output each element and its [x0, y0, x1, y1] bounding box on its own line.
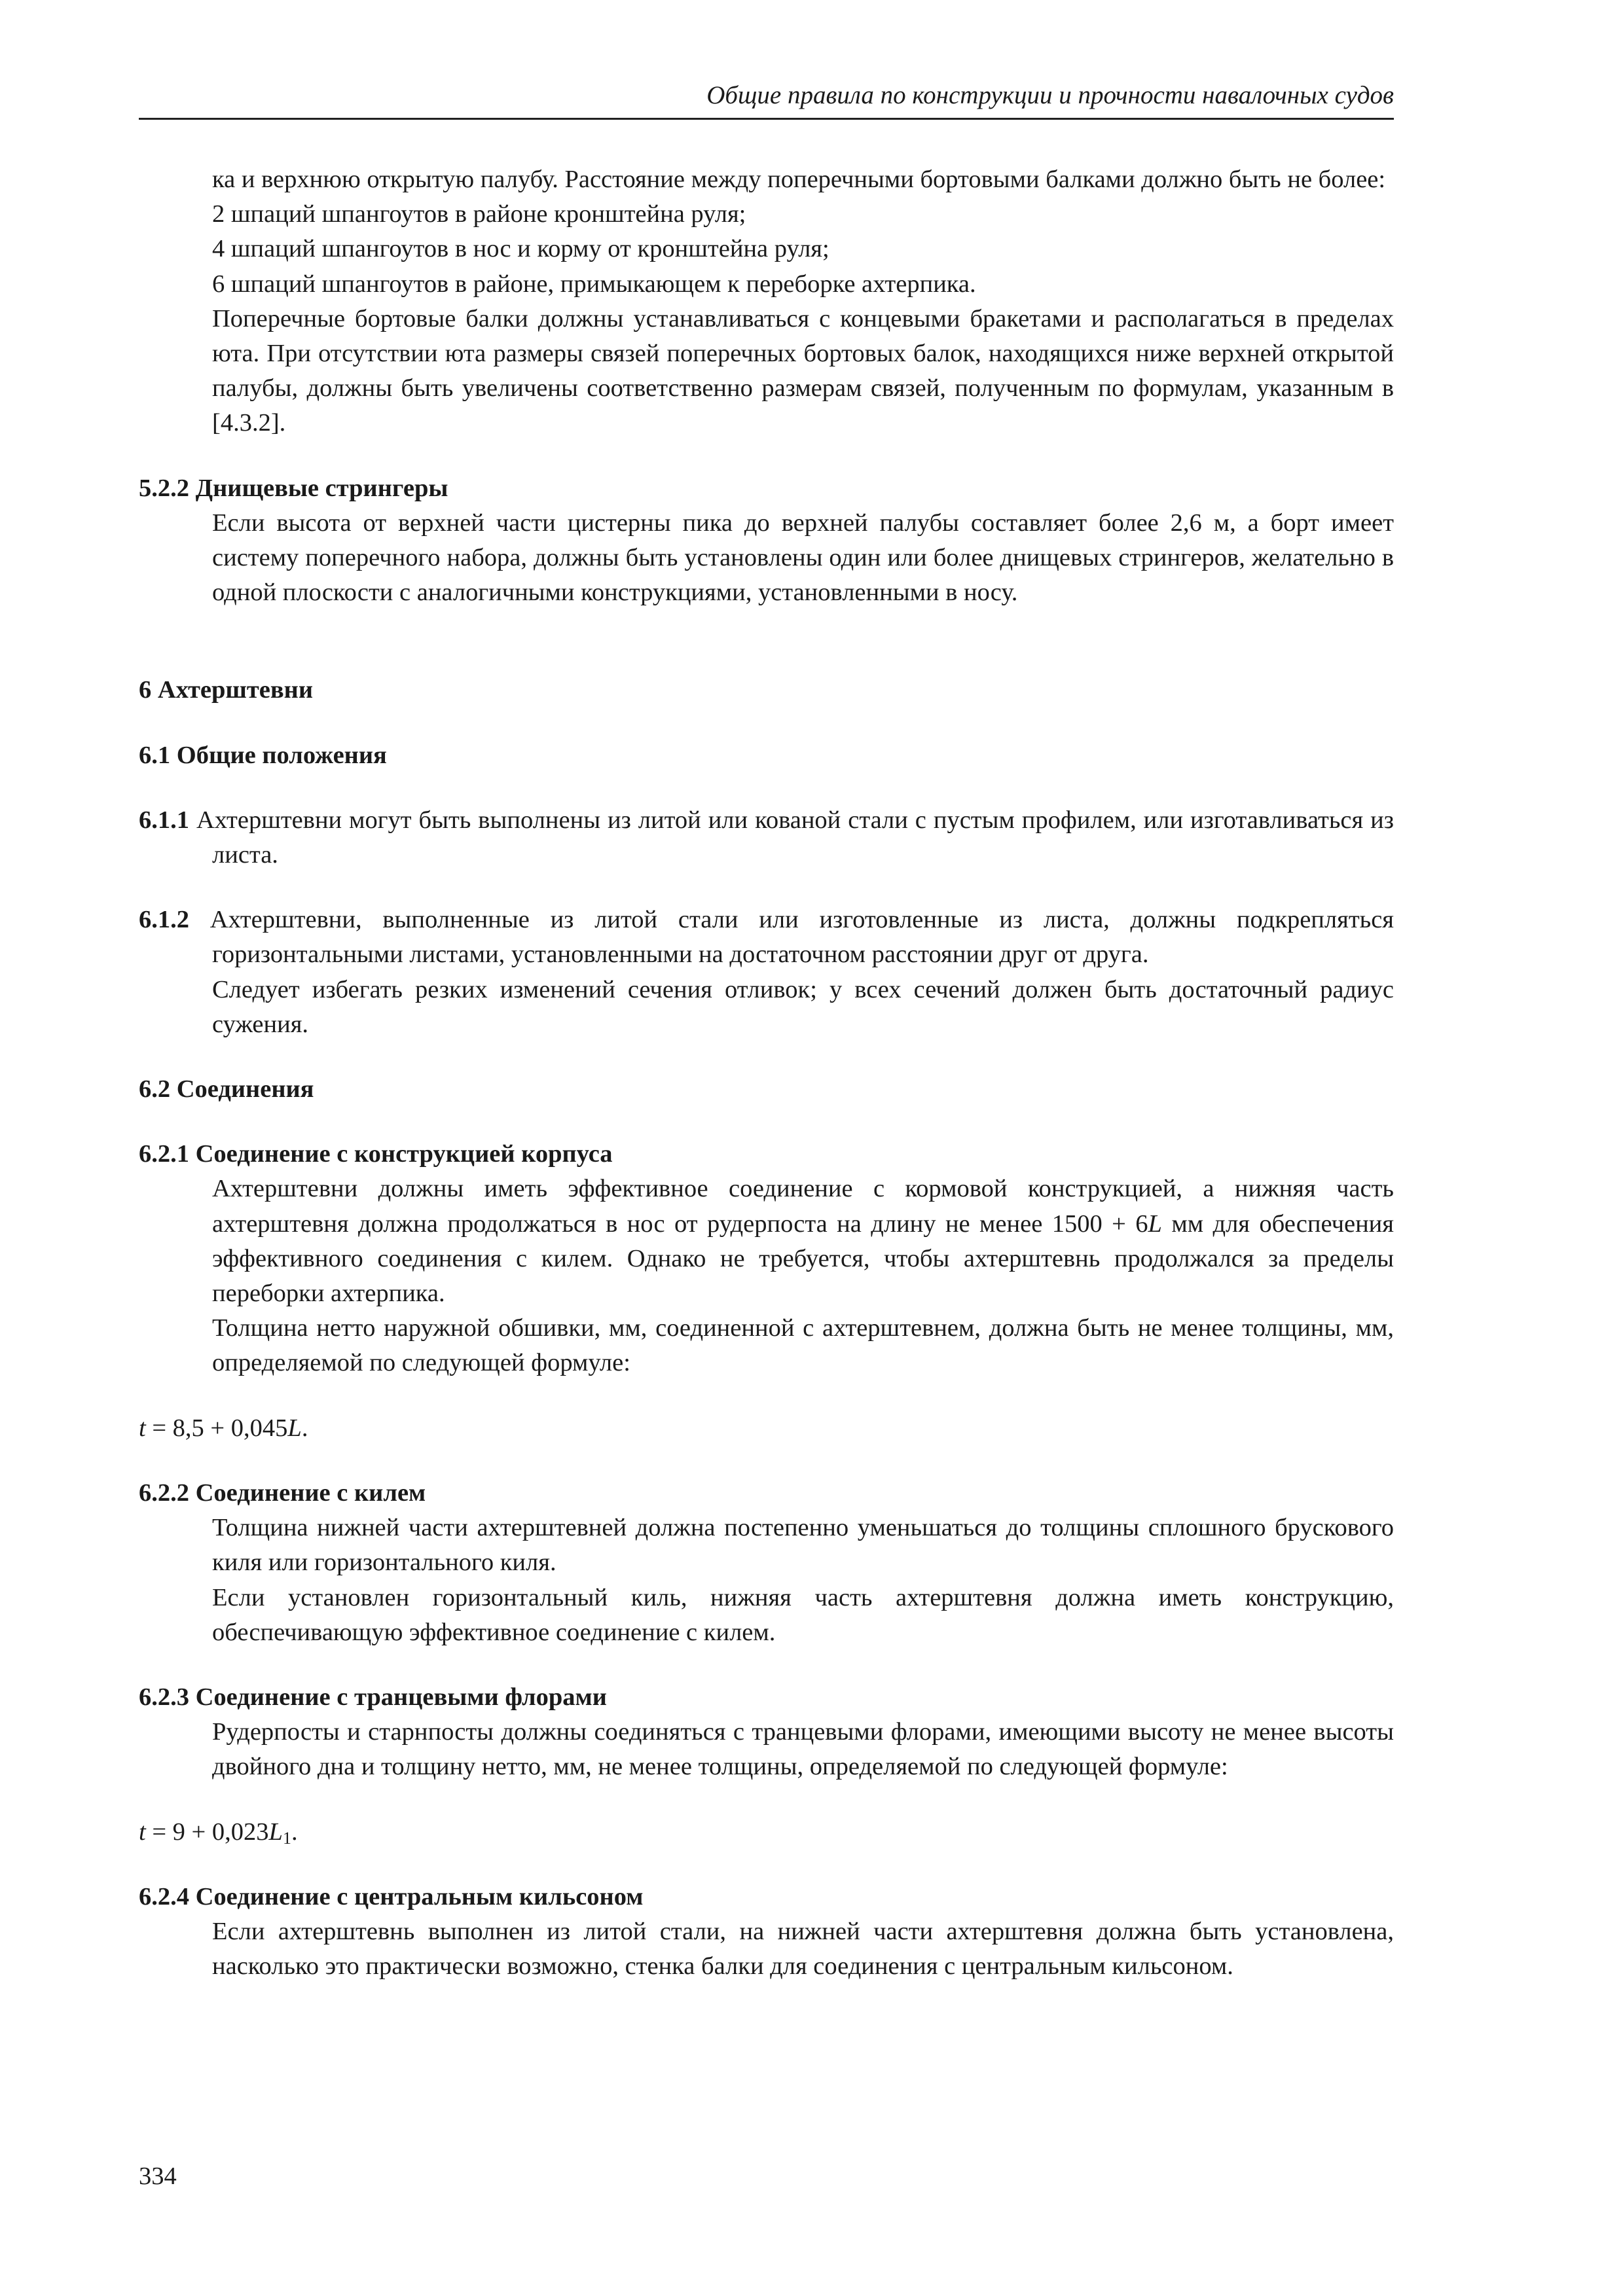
running-title: Общие правила по конструкции и прочности навалочных судов: [706, 81, 1394, 109]
formula-hull-plating: t = 8,5 + 0,045L.: [139, 1414, 308, 1442]
section-heading-6-2-1: 6.2.1 Соединение с конструкцией корпуса: [139, 1140, 613, 1168]
section-heading-6-2-2: 6.2.2 Соединение с килем: [139, 1479, 426, 1507]
clause-number: 6.1.2: [139, 906, 189, 934]
section-heading-6-2: 6.2 Соединения: [139, 1075, 314, 1103]
page-number: 334: [139, 2162, 177, 2190]
section-text: Толщина нижней части ахтерштевней должна постепенно уменьшаться до толщины сплошного брускового киля или горизонтального киля.: [212, 1514, 1394, 1577]
variable-L: L: [1148, 1210, 1162, 1238]
section-heading-6-1: 6.1 Общие положения: [139, 741, 387, 769]
section-heading-5-2-2: 5.2.2 Днищевые стрингеры: [139, 474, 448, 502]
section-heading-6-2-3: 6.2.3 Соединение с транцевыми флорами: [139, 1683, 607, 1711]
clause-text-continued: Следует избегать резких изменений сечения отливок; у всех сечений должен быть достаточный радиус сужения.: [212, 975, 1394, 1038]
running-header: [139, 71, 1394, 120]
clause-text: Ахтерштевни, выполненные из литой стали или изготовленные из листа, должны подкрепляться горизонтальными листами, установленными на достаточном расстоянии друг от друга.: [189, 906, 1394, 969]
formula-transom-floor: $t = 9 + 0,023L_1$.: [139, 1818, 298, 1848]
clause-text: Ахтерштевни могут быть выполнены из литой или кованой стали с пустым профилем, или изготавливаться из листа.: [189, 806, 1394, 869]
page-body: [139, 162, 1394, 1984]
continued-paragraph: [139, 162, 1394, 441]
clause-6-1-2: [139, 903, 1394, 972]
section-text: Ахтерштевни должны иметь эффективное соединение с кормовой конструкцией, а нижняя часть ахтерштевня должна продолжаться в нос от рудерпоста на длину не менее 1500 + 6L мм для обеспечения эффективного соединения с килем. Однако не требуется, чтобы ахтерштевнь продолжался за пределы переборки ахтерпика.: [212, 1175, 1394, 1308]
section-text: Толщина нетто наружной обшивки, мм, соединенной с ахтерштевнем, должна быть не менее толщины, мм, определяемой по следующей формуле:: [212, 1314, 1394, 1377]
clause-number: 6.1.1: [139, 806, 189, 834]
clause-6-1-1: [139, 803, 1394, 872]
section-text: Если установлен горизонтальный киль, нижняя часть ахтерштевня должна иметь конструкцию, обеспечивающую эффективное соединение с килем.: [212, 1583, 1394, 1646]
chapter-heading-6: 6 Ахтерштевни: [139, 676, 314, 704]
section-text: Если высота от верхней части цистерны пика до верхней палубы составляет более 2,6 м, а борт имеет систему поперечного набора, должны быть установлены один или более днищевых стрингеров, желательно в одной плоскости с аналогичными конструкциями, установленными в носу.: [212, 509, 1394, 607]
section-text: Если ахтерштевнь выполнен из литой стали, на нижней части ахтерштевня должна быть установлена, насколько это практически возможно, стенка балки для соединения с центральным кильсоном.: [212, 1917, 1394, 1981]
section-heading-6-2-4: 6.2.4 Соединение с центральным кильсоном: [139, 1882, 644, 1910]
section-text: Рудерпосты и старнпосты должны соединяться с транцевыми флорами, имеющими высоту не менее высоты двойного дна и толщину нетто, мм, не менее толщины, определяемой по следующей формуле:: [212, 1718, 1394, 1781]
paragraph-line: Поперечные бортовые балки должны устанавливаться с концевыми бракетами и располагаться в пределах юта. При отсутствии юта размеры связей поперечных бортовых балок, находящихся ниже верхней открытой палубы, должны быть увеличены соответственно размерам связей, полученным по формулам, указанным в [4.3.2].: [212, 304, 1394, 437]
paragraph-line: 2 шпаций шпангоутов в районе кронштейна руля;: [212, 200, 746, 228]
paragraph-line: ка и верхнюю открытую палубу. Расстояние между поперечными бортовыми балками должно быть не более:: [212, 166, 1386, 193]
paragraph-line: 6 шпаций шпангоутов в районе, примыкающем к переборке ахтерпика.: [212, 270, 976, 298]
paragraph-line: 4 шпаций шпангоутов в нос и корму от кронштейна руля;: [212, 235, 830, 263]
